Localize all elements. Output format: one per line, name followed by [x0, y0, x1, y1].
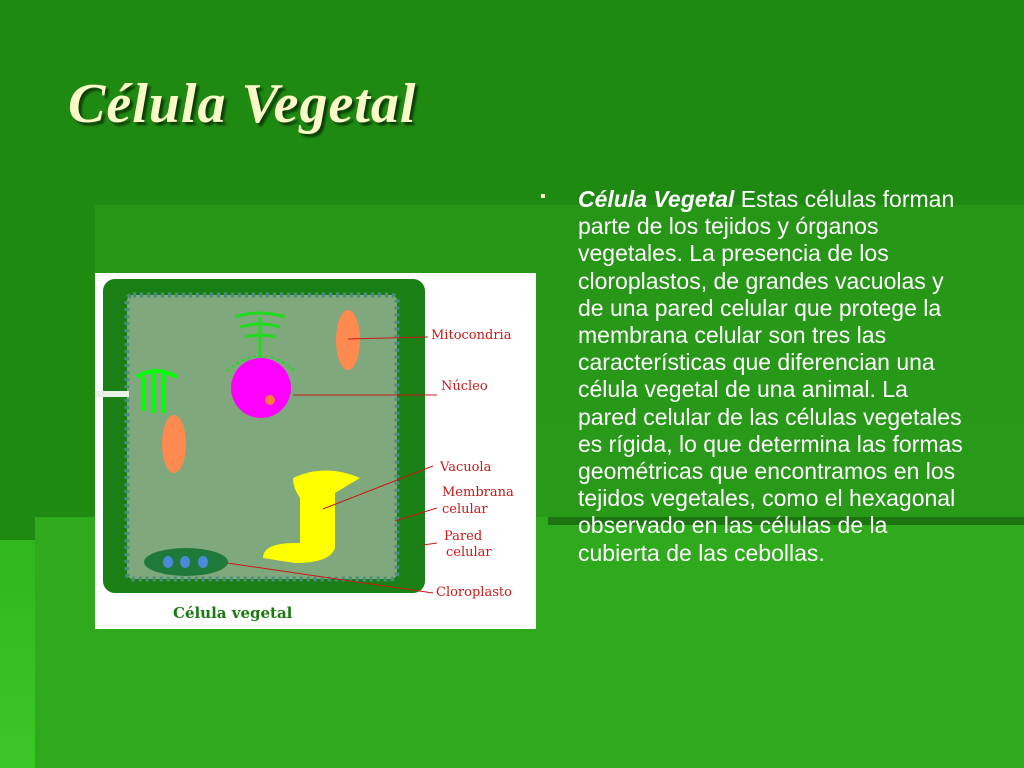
nucleolus [265, 395, 275, 405]
body-paragraph [578, 186, 970, 567]
mitochondria-top [336, 310, 360, 370]
label-vacuola: Vacuola [440, 460, 492, 475]
label-nucleo: Núcleo [441, 379, 488, 394]
square-bullet-icon: ▪ [540, 188, 546, 205]
thylakoid [180, 556, 190, 568]
body-text: Estas células forman parte de los tejidos y órganos vegetales. La presencia de los cloroplastos, de grandes vacuolas y de una pared celular que protege la membrana celular son tres las características que diferencian una célula vegetal de una animal. La pared celular de las células vegetales es rígida, lo que determina las formas geométricas que encontramos en los tejidos vegetales, como el hexagonal observado en las células de la cubierta de las cebollas. [578, 186, 963, 566]
lead-term: Célula Vegetal [578, 186, 735, 212]
thylakoid [198, 556, 208, 568]
nucleus [231, 358, 291, 418]
label-membrana-line2: celular [442, 502, 488, 517]
label-pared-line2: celular [446, 545, 492, 560]
label-membrana-line1: Membrana [442, 485, 514, 500]
label-cloroplasto: Cloroplasto [436, 585, 512, 600]
mitochondria-left [162, 415, 186, 473]
plant-cell-figure [95, 273, 536, 629]
plant-cell-diagram [95, 273, 536, 629]
background-panel-corner [0, 540, 35, 768]
label-pared-line1: Pared [444, 529, 483, 544]
label-mitocondria: Mitocondria [431, 328, 512, 343]
thylakoid [163, 556, 173, 568]
body-text-block [540, 186, 970, 567]
plasmodesma [95, 391, 129, 397]
figure-caption: Célula vegetal [173, 604, 293, 622]
slide-title: Célula Vegetal [68, 73, 417, 135]
